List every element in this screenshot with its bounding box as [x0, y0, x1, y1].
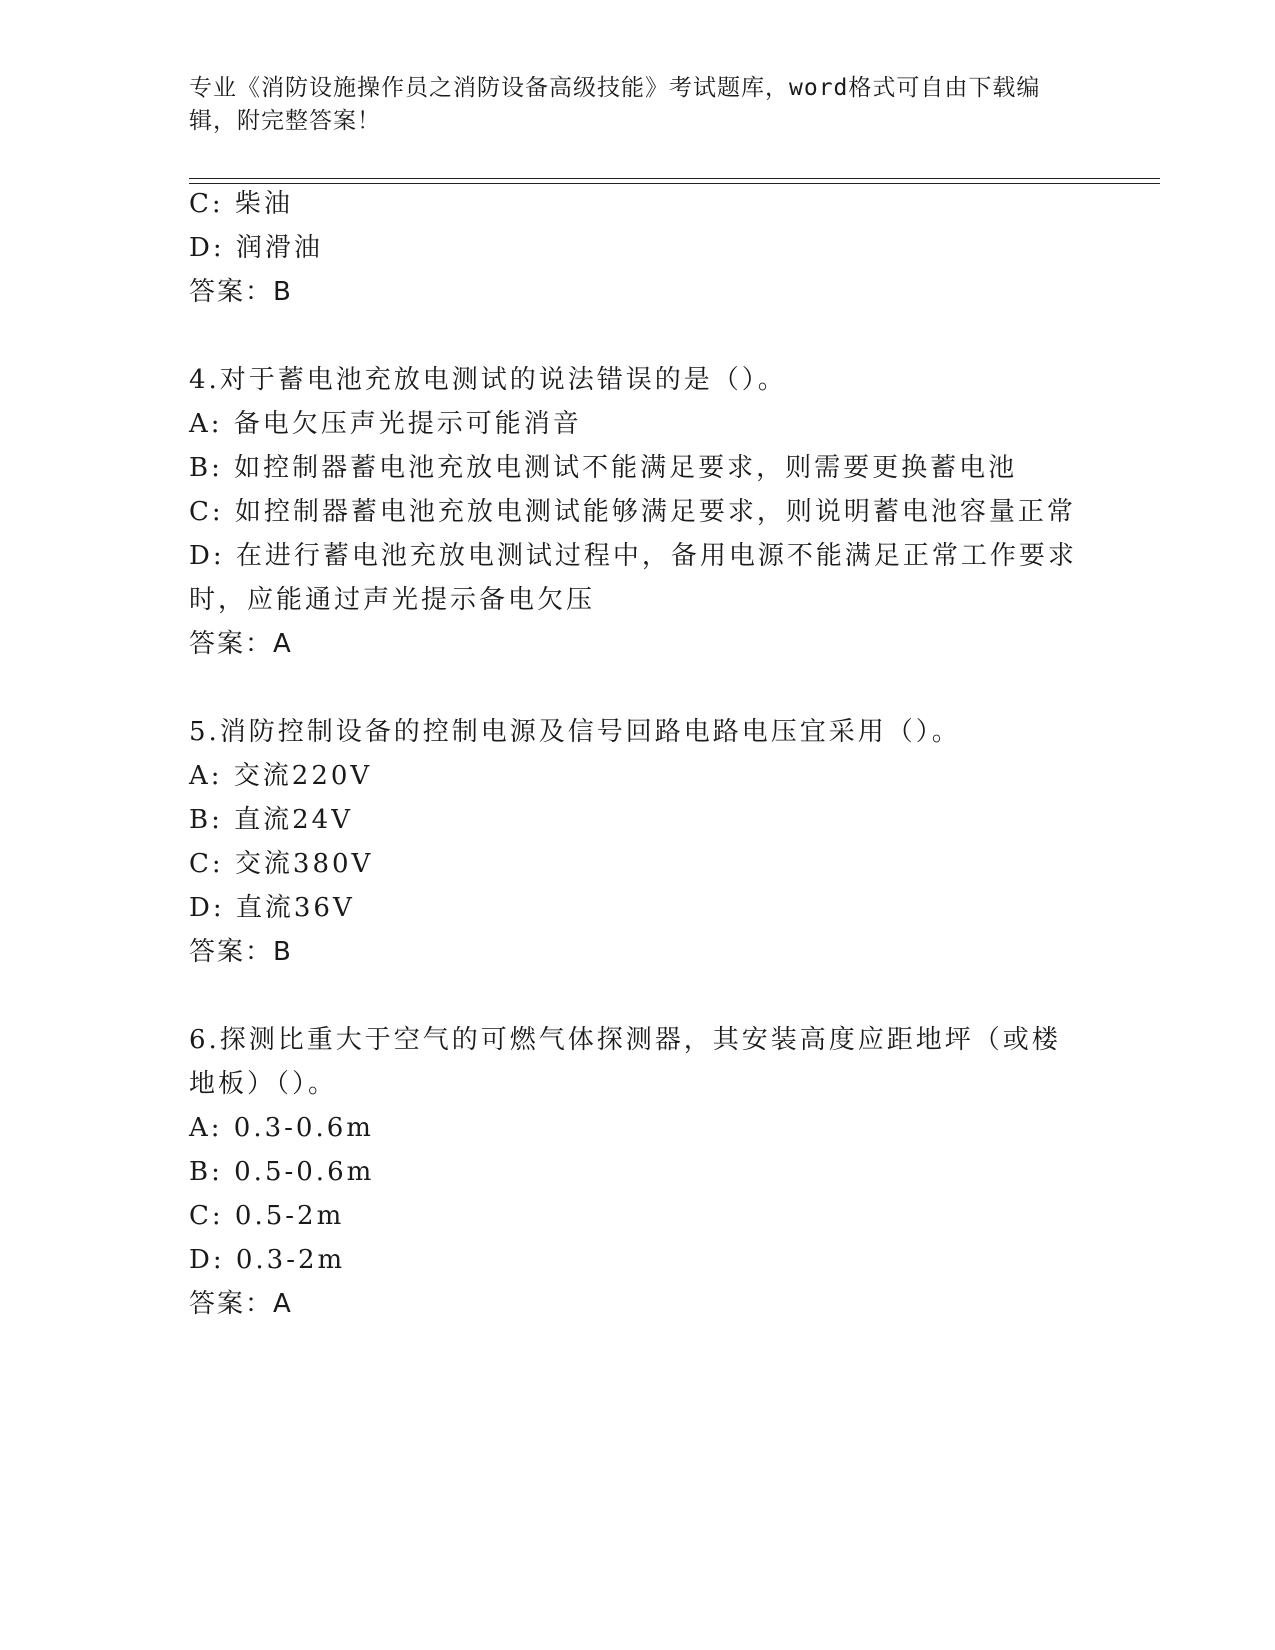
- q4-option-d-line-2: 时，应能通过声光提示备电欠压: [189, 585, 596, 615]
- q4-option-d-line-1: D: 在进行蓄电池充放电测试过程中，备用电源不能满足正常工作要求: [189, 541, 1077, 571]
- q6-option-a: A: 0.3-0.6m: [189, 1113, 374, 1143]
- q6-option-b: B: 0.5-0.6m: [189, 1157, 375, 1187]
- q6-option-c: C: 0.5-2m: [189, 1201, 345, 1231]
- q5-option-b: B: 直流24V: [189, 805, 353, 835]
- header-divider-top: [189, 178, 1160, 179]
- q6-stem-line-2: 地板）（）。: [189, 1069, 338, 1099]
- q4-option-b: B: 如控制器蓄电池充放电测试不能满足要求，则需要更换蓄电池: [189, 453, 1018, 483]
- q6-option-d: D: 0.3-2m: [189, 1245, 346, 1275]
- q5-option-c: C: 交流380V: [189, 849, 374, 879]
- document-header: [189, 72, 1069, 138]
- q4-stem: 4.对于蓄电池充放电测试的说法错误的是（）。: [189, 365, 787, 395]
- q3-option-c: C: 柴油: [189, 189, 293, 219]
- header-divider-bottom: [189, 183, 1160, 184]
- q6-answer: 答案：A: [189, 1289, 293, 1319]
- header-line-2: 辑，附完整答案！: [189, 108, 381, 134]
- q4-option-a: A: 备电欠压声光提示可能消音: [189, 409, 582, 439]
- q4-answer: 答案：A: [189, 629, 293, 659]
- q3-answer: 答案：B: [189, 277, 293, 307]
- q5-option-d: D: 直流36V: [189, 893, 355, 923]
- header-line-1: 专业《消防设施操作员之消防设备高级技能》考试题库，word格式可自由下载编: [189, 75, 1041, 101]
- q5-answer: 答案：B: [189, 937, 293, 967]
- q4-option-c: C: 如控制器蓄电池充放电测试能够满足要求，则说明蓄电池容量正常: [189, 497, 1076, 527]
- q3-option-d: D: 润滑油: [189, 233, 323, 263]
- q5-option-a: A: 交流220V: [189, 761, 373, 791]
- q5-stem: 5.消防控制设备的控制电源及信号回路电路电压宜采用（）。: [189, 717, 961, 747]
- q6-stem-line-1: 6.探测比重大于空气的可燃气体探测器，其安装高度应距地坪（或楼: [189, 1025, 1061, 1055]
